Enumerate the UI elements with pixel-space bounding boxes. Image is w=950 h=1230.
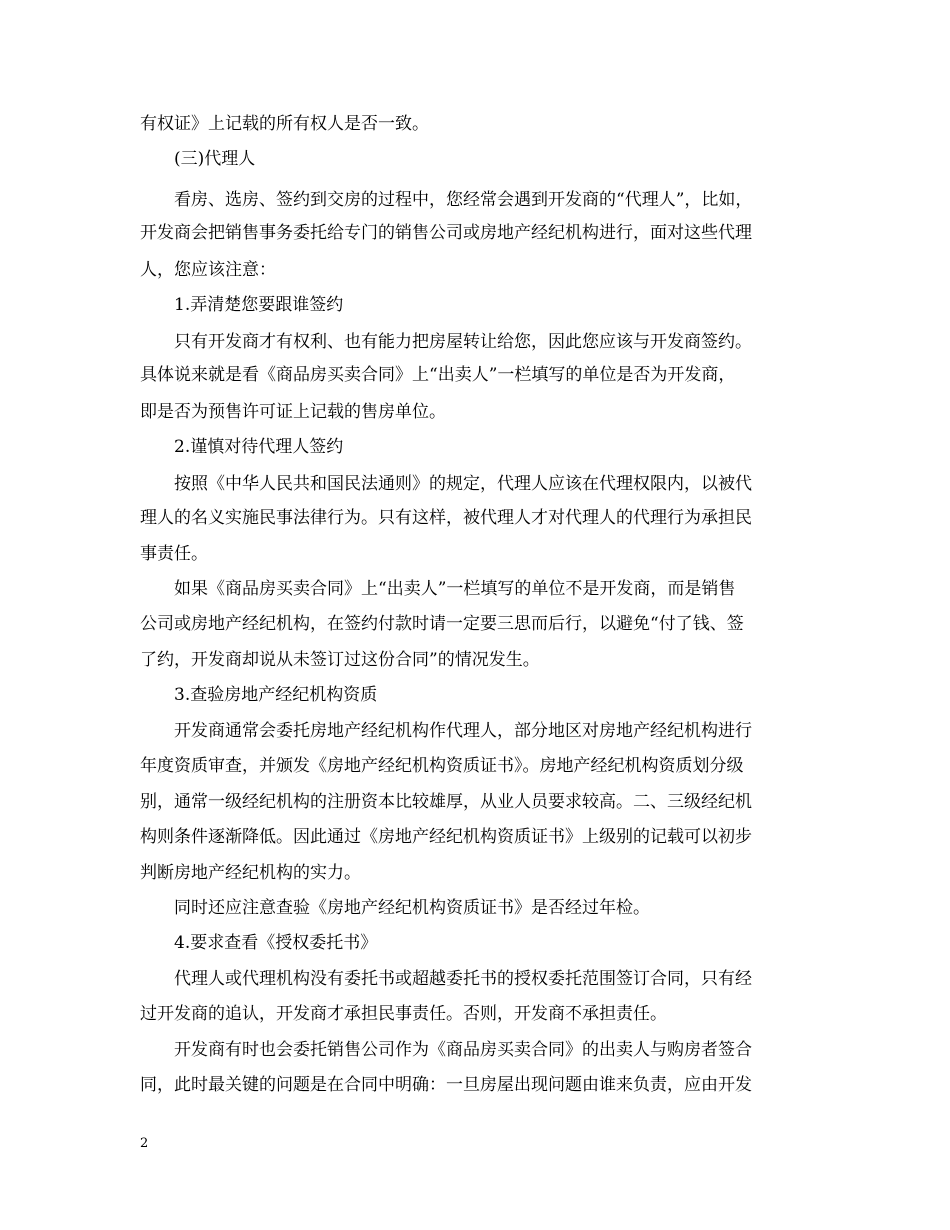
text-line: 事责任。: [140, 544, 208, 564]
text-line: 同，此时最关键的问题是在合同中明确：一旦房屋出现问题由谁来负责，应由开发: [140, 1075, 752, 1095]
text-line: 有权证》上记载的所有权人是否一致。: [140, 114, 429, 134]
text-line: 理人的名义实施民事法律行为。只有这样，被代理人才对代理人的代理行为承担民: [140, 508, 752, 528]
text-line: 别，通常一级经纪机构的注册资本比较雄厚，从业人员要求较高。二、三级经纪机: [140, 792, 752, 812]
text-line: 构则条件逐渐降低。因此通过《房地产经纪机构资质证书》上级别的记载可以初步: [140, 827, 752, 847]
text-line: 判断房地产经纪机构的实力。: [140, 863, 361, 883]
text-line: 看房、选房、签约到交房的过程中，您经常会遇到开发商的“代理人”，比如，: [174, 190, 753, 210]
subheading: 2.谨慎对待代理人签约: [174, 437, 344, 457]
text-line: 即是否为预售许可证上记载的售房单位。: [140, 402, 446, 422]
text-line: 开发商有时也会委托销售公司作为《商品房买卖合同》的出卖人与购房者签合: [174, 1040, 752, 1060]
text-line: 开发商会把销售事务委托给专门的销售公司或房地产经纪机构进行，面对这些代理: [140, 223, 752, 243]
text-line: 开发商通常会委托房地产经纪机构作代理人，部分地区对房地产经纪机构进行: [174, 721, 752, 741]
text-line: 同时还应注意查验《房地产经纪机构资质证书》是否经过年检。: [174, 898, 650, 918]
subheading: 3.查验房地产经纪机构资质: [174, 685, 378, 705]
text-line: 具体说来就是看《商品房买卖合同》上“出卖人”一栏填写的单位是否为开发商，: [140, 365, 736, 385]
text-line: 按照《中华人民共和国民法通则》的规定，代理人应该在代理权限内，以被代: [174, 474, 752, 494]
text-line: 只有开发商才有权利、也有能力把房屋转让给您，因此您应该与开发商签约。: [174, 332, 752, 352]
text-line: 如果《商品房买卖合同》上“出卖人”一栏填写的单位不是开发商，而是销售: [174, 579, 736, 599]
text-line: 人，您应该注意：: [140, 260, 276, 280]
page-number: 2: [140, 1136, 149, 1151]
text-line: 代理人或代理机构没有委托书或超越委托书的授权委托范围签订合同，只有经: [174, 969, 752, 989]
section-heading: (三)代理人: [174, 149, 256, 169]
subheading: 4.要求查看《授权委托书》: [174, 933, 378, 953]
text-line: 了约，开发商却说从未签订过这份合同”的情况发生。: [140, 650, 540, 670]
text-line: 公司或房地产经纪机构，在签约付款时请一定要三思而后行，以避免“付了钱、签: [140, 614, 744, 634]
text-line: 过开发商的追认，开发商才承担民事责任。否则，开发商不承担责任。: [140, 1004, 667, 1024]
subheading: 1.弄清楚您要跟谁签约: [174, 295, 344, 315]
text-line: 年度资质审查，并颁发《房地产经纪机构资质证书》。房地产经纪机构资质划分级: [140, 756, 744, 776]
